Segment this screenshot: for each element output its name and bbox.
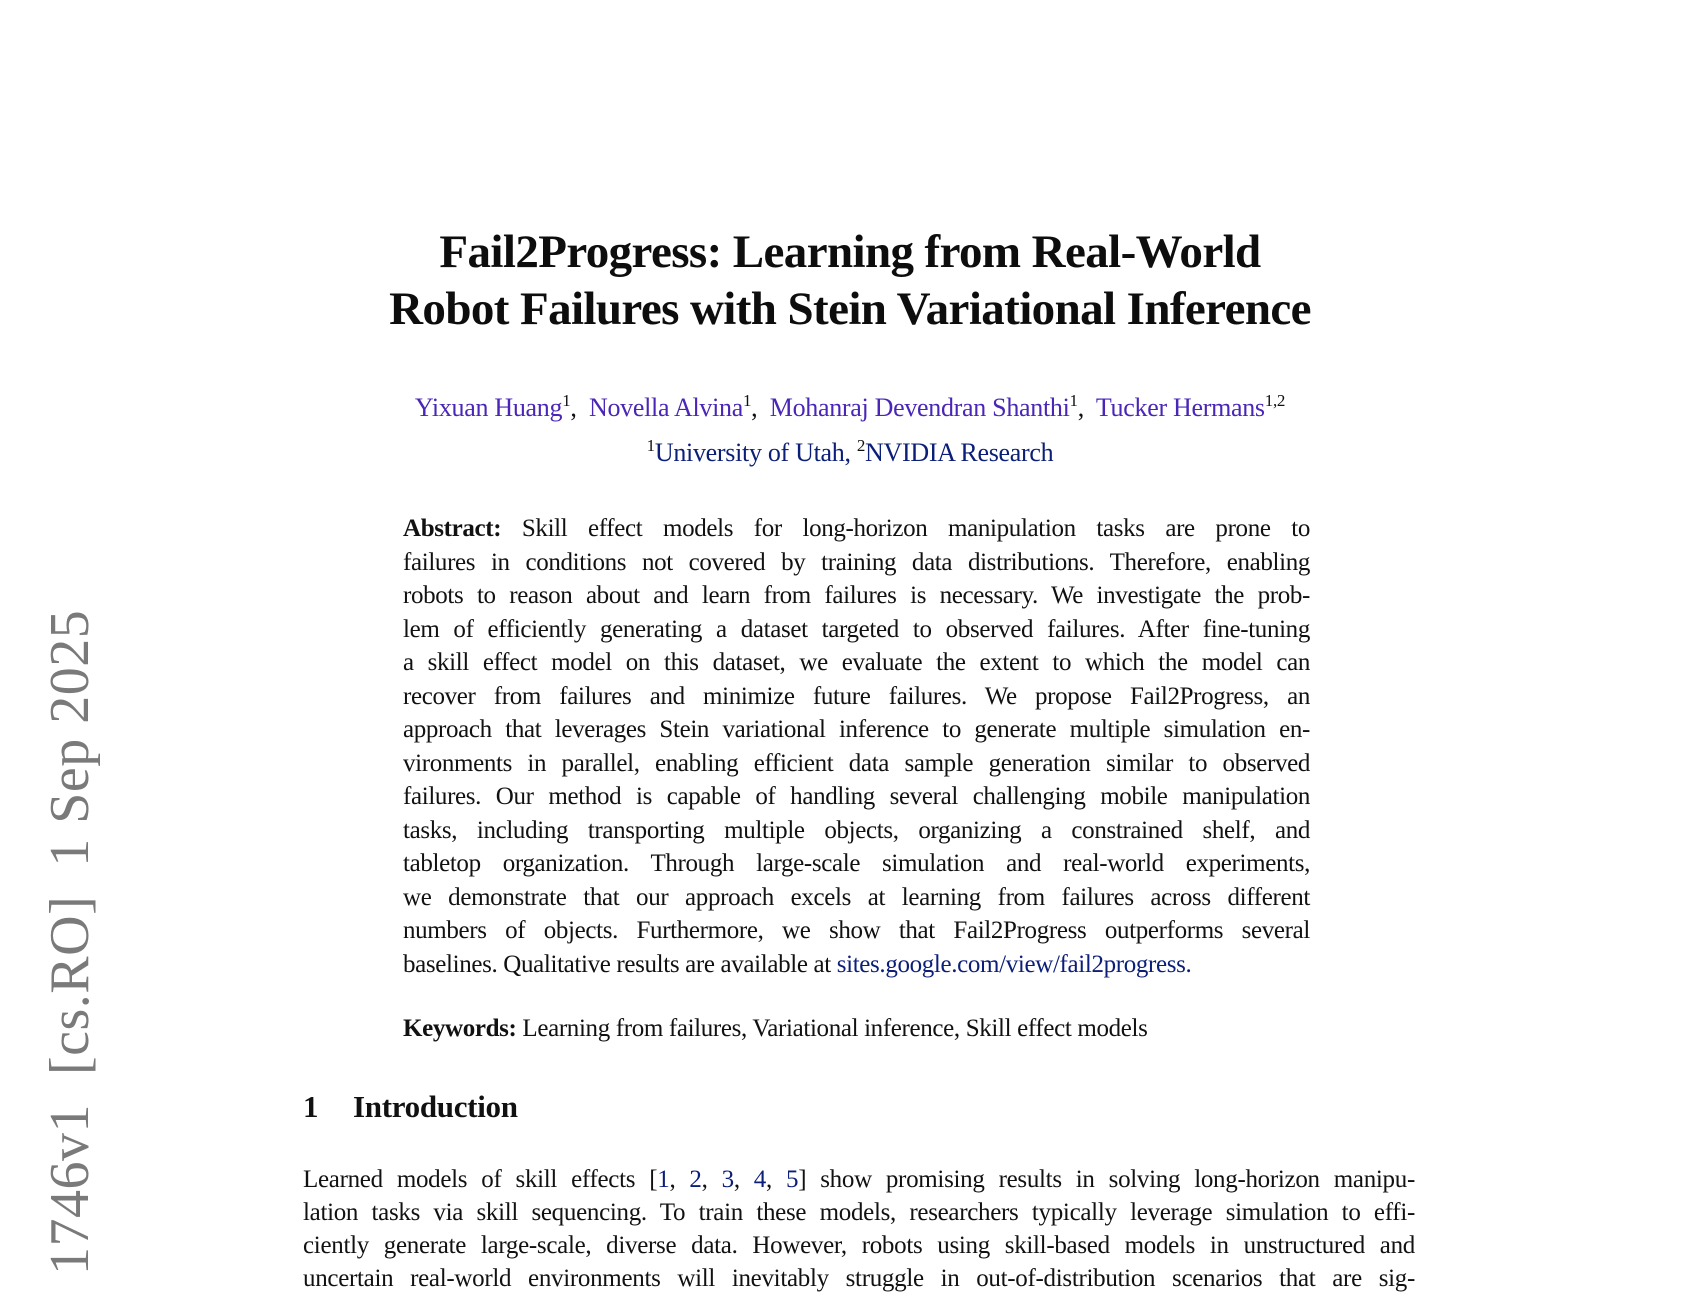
abstract-line: tabletop organization. Through large-scale simulation and real-world experiments,: [403, 850, 1310, 877]
citation-link[interactable]: 5: [785, 1166, 799, 1193]
paper-title: [0, 224, 1700, 338]
abstract-line: approach that leverages Stein variational inference to generate multiple simulation en-: [403, 716, 1310, 743]
separator: ,: [844, 438, 857, 467]
affiliation-mark: 1: [646, 436, 655, 455]
author-affiliation-mark: 1: [1069, 391, 1078, 410]
abstract-line: failures. Our method is capable of handling several challenging mobile manipulation: [403, 783, 1310, 810]
citation-link[interactable]: 3: [721, 1166, 734, 1193]
author-link[interactable]: Mohanraj Devendran Shanthi: [769, 393, 1070, 422]
body-line: Learned models of skill effects [1, 2, 3, 4, 5] show promising results in solving long-horizon manipu-: [303, 1166, 1415, 1193]
abstract-line: a skill effect model on this dataset, we evaluate the extent to which the model can: [403, 649, 1310, 676]
abstract-line: lem of efficiently generating a dataset targeted to observed failures. After fine-tuning: [403, 615, 1310, 643]
body-line: uncertain real-world environments will inevitably struggle in out-of-distribution scenarios that are sig-: [303, 1265, 1415, 1292]
keywords-label: Keywords:: [403, 1015, 517, 1042]
abstract-line: failures in conditions not covered by training data distributions. Therefore, enabling: [403, 548, 1310, 576]
abstract-line: baselines. Qualitative results are available at sites.google.com/view/fail2progress.: [403, 950, 1192, 978]
section-title: Introduction: [353, 1089, 518, 1124]
abstract-line: robots to reason about and learn from failures is necessary. We investigate the prob-: [403, 582, 1310, 609]
author-list: [0, 385, 1700, 424]
title-line-2: Robot Failures with Stein Variational Inference: [389, 283, 1311, 335]
introduction-body: [303, 1163, 1415, 1295]
keywords: [403, 1012, 1147, 1045]
author-link[interactable]: Novella Alvina: [589, 393, 743, 422]
citation-link[interactable]: 4: [753, 1166, 766, 1193]
abstract-line: numbers of objects. Furthermore, we show that Fail2Progress outperforms several: [403, 917, 1310, 944]
separator: ,: [751, 393, 770, 422]
section-number: 1: [303, 1089, 319, 1124]
author-affiliation-mark: 1,2: [1264, 391, 1286, 410]
abstract-label: Abstract:: [403, 515, 502, 542]
author-affiliation-mark: 1: [742, 391, 752, 410]
affiliation-link[interactable]: NVIDIA Research: [865, 438, 1054, 467]
separator: ,: [1077, 393, 1096, 422]
affiliation-mark: 2: [856, 436, 866, 455]
citation-link[interactable]: 1: [657, 1166, 670, 1193]
body-line: ciently generate large-scale, diverse data. However, robots using skill-based models in unstructured and: [303, 1232, 1415, 1259]
body-line: lation tasks via skill sequencing. To train these models, researchers typically leverage simulation to effi-: [303, 1199, 1415, 1226]
author-link[interactable]: Tucker Hermans: [1095, 393, 1265, 422]
author-link[interactable]: Yixuan Huang: [414, 393, 563, 422]
arxiv-identifier-stamp: 1746v1 [cs.RO] 1 Sep 2025: [39, 609, 101, 1275]
abstract-line: tasks, including transporting multiple objects, organizing a constrained shelf, and: [403, 816, 1310, 844]
keywords-text: Learning from failures, Variational inference, Skill effect models: [516, 1015, 1148, 1042]
separator: ,: [570, 393, 589, 422]
abstract-line: vironments in parallel, enabling efficient data sample generation similar to observed: [403, 749, 1310, 777]
citation-link[interactable]: 2: [689, 1166, 702, 1193]
abstract-line: we demonstrate that our approach excels at learning from failures across different: [403, 883, 1310, 911]
title-line-1: Fail2Progress: Learning from Real-World: [439, 226, 1261, 278]
affiliation-link[interactable]: University of Utah: [654, 438, 845, 467]
affiliation-list: [0, 430, 1700, 469]
project-website-link[interactable]: sites.google.com/view/fail2progress.: [836, 950, 1192, 978]
abstract-line: Abstract: Skill effect models for long-horizon manipulation tasks are prone to: [403, 515, 1310, 542]
section-heading-introduction: [303, 1088, 518, 1126]
abstract-line: recover from failures and minimize future failures. We propose Fail2Progress, an: [403, 682, 1310, 710]
author-affiliation-mark: 1: [562, 391, 571, 410]
abstract: [403, 512, 1310, 981]
